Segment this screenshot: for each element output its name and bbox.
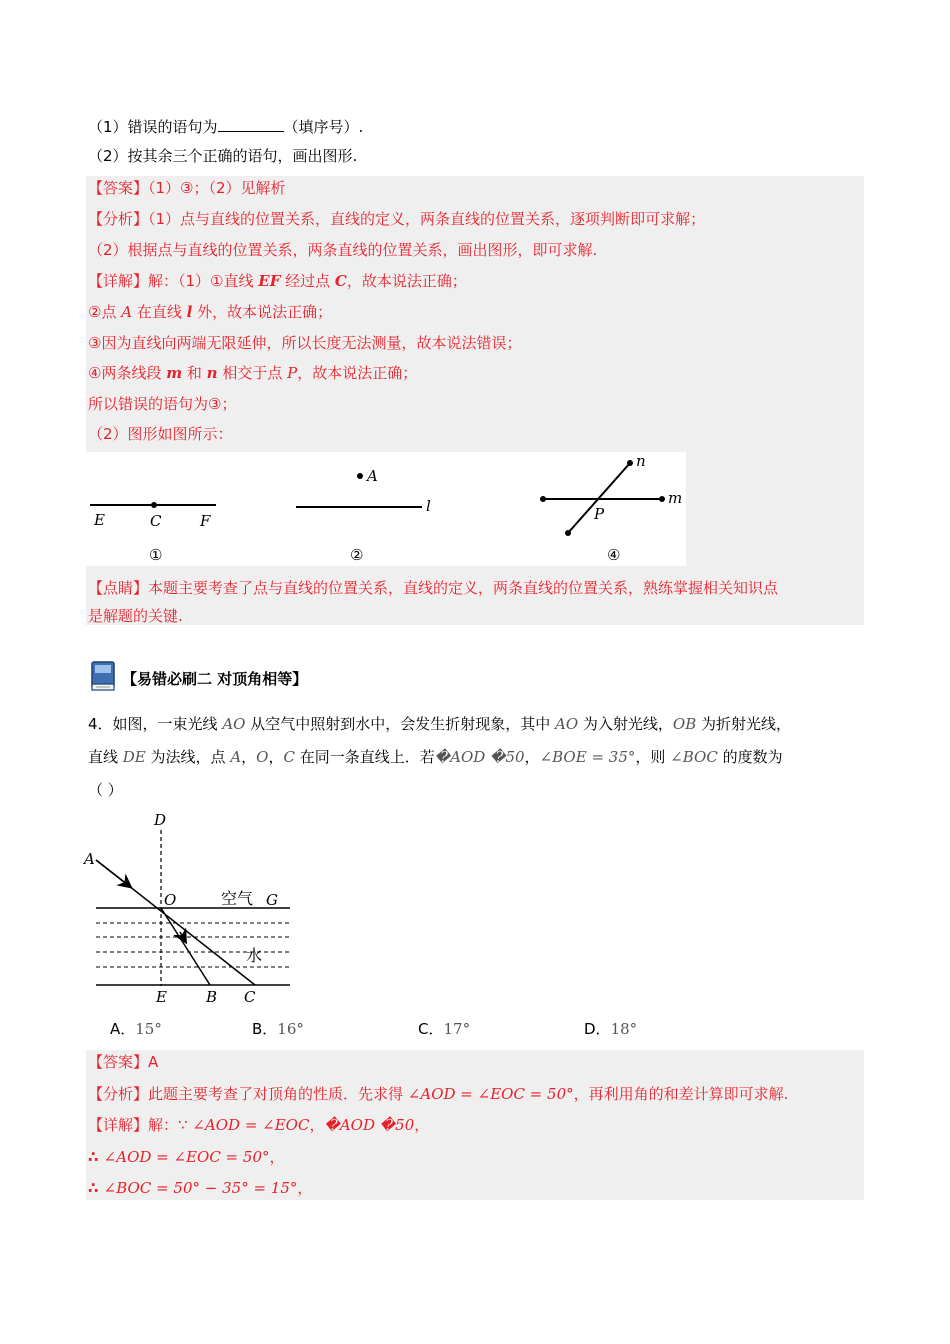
label-A: A [367, 467, 378, 485]
q3-analysis-2: （2）根据点与直线的位置关系，两条直线的位置关系，画出图形，即可求解. [88, 241, 598, 259]
q4-analysis: 【分析】此题主要考查了对顶角的性质．先求得 ∠AOD = ∠EOC = 50°，再利用角的和差计算即可求解. [88, 1085, 789, 1103]
label-A: A [84, 850, 95, 868]
section-title: 【易错必刷二 对顶角相等】 [122, 670, 308, 688]
label-G: G [266, 891, 278, 909]
refraction-figure [80, 808, 300, 1008]
label-C: C [244, 988, 256, 1006]
q4-line3: （ ） [88, 781, 123, 799]
option-d[interactable]: D．18° [584, 1020, 638, 1038]
label-O: O [164, 891, 177, 909]
q4-detail-3: ∴ ∠BOC = 50° − 35° = 15°， [88, 1179, 313, 1197]
label-E: E [94, 511, 105, 529]
q3-detail-1: 【详解】解：（1）①直线 EF 经过点 C，故本说法正确； [88, 272, 467, 290]
option-b[interactable]: B．16° [252, 1020, 304, 1038]
q4-line1: 4．如图，一束光线 AO 从空气中照射到水中，会发生折射现象，其中 AO 为入射光线，OB 为折射光线， [88, 715, 792, 733]
label-m: m [668, 489, 683, 507]
q4-detail-1: 【详解】解：∵ ∠AOD = ∠EOC，�AOD �50， [88, 1116, 430, 1134]
option-c[interactable]: C．17° [418, 1020, 471, 1038]
q3-part1: （1）错误的语句为 （填序号）. [88, 118, 364, 136]
label-C: C [150, 512, 162, 530]
book-icon [88, 658, 120, 694]
label-l: l [426, 497, 431, 515]
q3-review: 【点睛】本题主要考查了点与直线的位置关系，直线的定义，两条直线的位置关系，熟练掌握相关知识点 [88, 579, 779, 597]
answer-blank [218, 116, 284, 132]
label-air: 空气 [221, 889, 254, 908]
option-a[interactable]: A．15° [110, 1020, 162, 1038]
figures-panel [86, 452, 686, 566]
q4-answer: 【答案】A [88, 1053, 159, 1071]
q3-detail-2: ②点 A 在直线 l 外，故本说法正确； [88, 303, 333, 321]
q3-answer: 【答案】（1）③；（2）见解析 [88, 179, 286, 197]
label-n: n [636, 452, 646, 470]
figure-1-number: ① [149, 546, 163, 564]
q3-analysis: 【分析】（1）点与直线的位置关系，直线的定义，两条直线的位置关系，逐项判断即可求解； [88, 210, 706, 228]
q3-review-2: 是解题的关键. [88, 607, 183, 625]
label-P: P [594, 505, 605, 523]
q3-part2: （2）按其余三个正确的语句，画出图形. [88, 147, 358, 165]
label-B: B [206, 988, 218, 1006]
q4-detail-2: ∴ ∠AOD = ∠EOC = 50°， [88, 1148, 285, 1166]
q3-detail-3: ③因为直线向两端无限延伸，所以长度无法测量，故本说法错误； [88, 334, 522, 352]
q3-detail-6: （2）图形如图所示： [88, 425, 233, 443]
label-D: D [154, 811, 167, 829]
q3-detail-5: 所以错误的语句为③； [88, 395, 237, 413]
label-E: E [156, 988, 167, 1006]
figure-3-number: ④ [607, 546, 621, 564]
label-water: 水 [246, 946, 263, 965]
figure-2-number: ② [350, 546, 364, 564]
q4-line2: 直线 DE 为法线，点 A，O，C 在同一条直线上．若�AOD �50，∠BOE = 35°，则 ∠BOC 的度数为 [88, 748, 783, 766]
q3-detail-4: ④两条线段 m 和 n 相交于点 P，故本说法正确； [88, 364, 418, 382]
label-F: F [200, 512, 211, 530]
